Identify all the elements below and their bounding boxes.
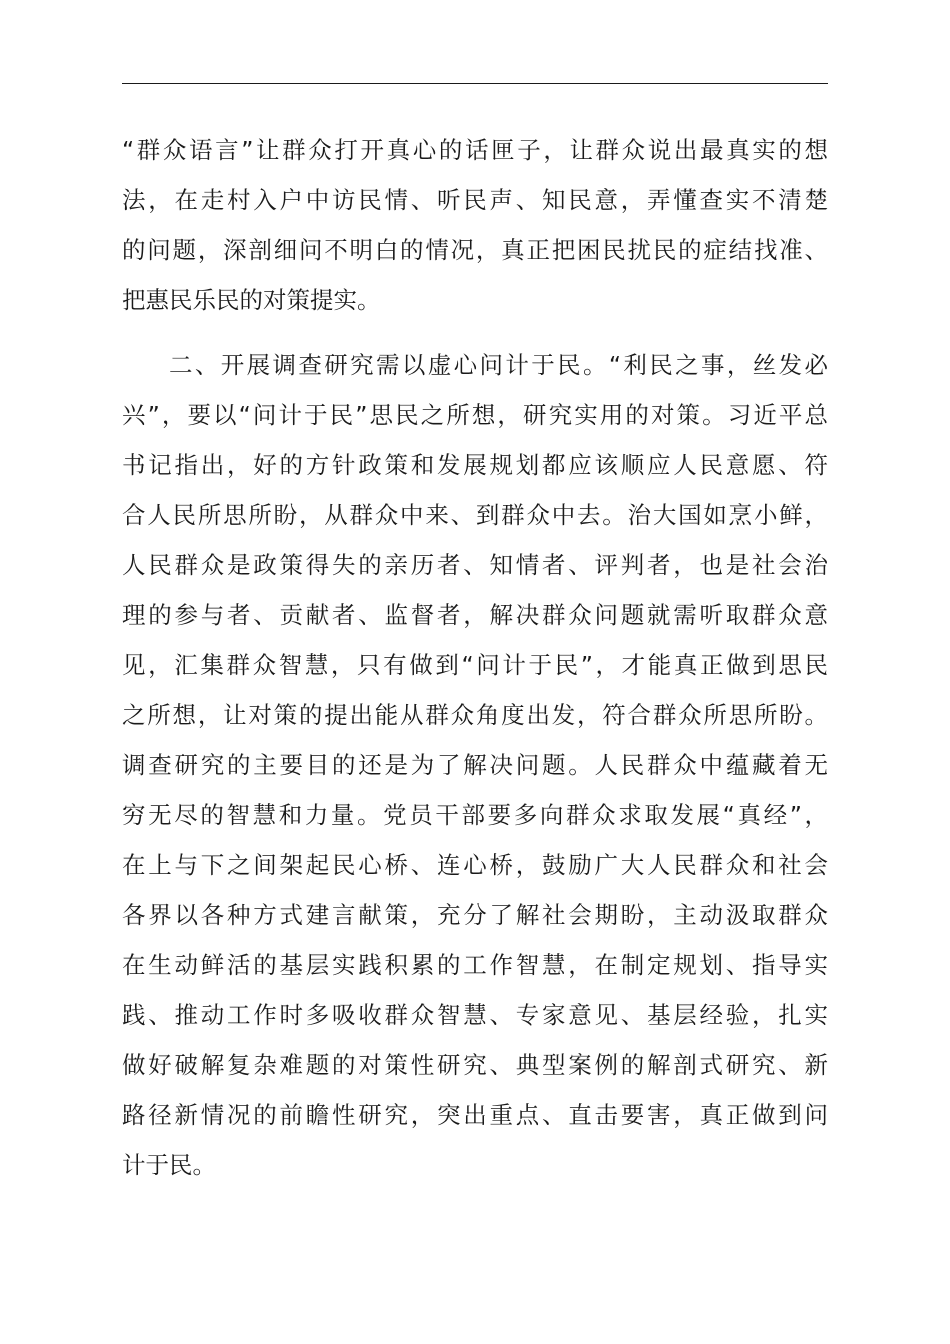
text-line: 路径新情况的前瞻性研究，突出重点、直击要害，真正做到问 <box>122 1101 828 1129</box>
text-line: 书记指出，好的方针政策和发展规划都应该顺应人民意愿、符 <box>122 451 828 479</box>
text-line: 二、开展调查研究需以虚心问计于民。“利民之事，丝发必 <box>169 351 828 379</box>
text-line: 计于民。 <box>122 1151 216 1179</box>
text-line: 法，在走村入户中访民情、听民声、知民意，弄懂查实不清楚 <box>122 186 828 214</box>
header-rule <box>122 83 828 84</box>
text-line: 见，汇集群众智慧，只有做到“问计于民”，才能真正做到思民 <box>122 651 828 679</box>
text-line: 理的参与者、贡献者、监督者，解决群众问题就需听取群众意 <box>122 601 828 629</box>
text-line: 调查研究的主要目的还是为了解决问题。人民群众中蕴藏着无 <box>122 751 828 779</box>
paragraph-1 <box>122 125 828 325</box>
text-line: 兴”，要以“问计于民”思民之所想，研究实用的对策。习近平总 <box>122 401 828 429</box>
text-line: 人民群众是政策得失的亲历者、知情者、评判者，也是社会治 <box>122 551 828 579</box>
text-line: 做好破解复杂难题的对策性研究、典型案例的解剖式研究、新 <box>122 1051 828 1079</box>
paragraph-gap <box>122 325 828 340</box>
text-line: 把惠民乐民的对策提实。 <box>122 286 381 314</box>
text-line: 之所想，让对策的提出能从群众角度出发，符合群众所思所盼。 <box>122 701 828 729</box>
text-line: 各界以各种方式建言献策，充分了解社会期盼，主动汲取群众 <box>122 901 828 929</box>
text-line: 在上与下之间架起民心桥、连心桥，鼓励广大人民群众和社会 <box>122 851 828 879</box>
document-body <box>122 125 828 1190</box>
text-line: 践、推动工作时多吸收群众智慧、专家意见、基层经验，扎实 <box>122 1001 828 1029</box>
text-line: 在生动鲜活的基层实践积累的工作智慧，在制定规划、指导实 <box>122 951 828 979</box>
text-line: 合人民所思所盼，从群众中来、到群众中去。治大国如烹小鲜， <box>122 501 828 529</box>
text-line: 穷无尽的智慧和力量。党员干部要多向群众求取发展“真经”， <box>122 801 828 829</box>
text-line: “群众语言”让群众打开真心的话匣子，让群众说出最真实的想 <box>122 136 828 164</box>
text-line: 的问题，深剖细问不明白的情况，真正把困民扰民的症结找准、 <box>122 236 828 264</box>
paragraph-2 <box>122 340 828 1190</box>
